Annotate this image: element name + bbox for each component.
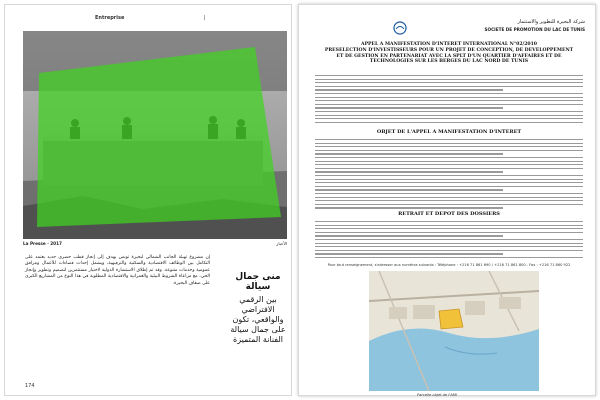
fine-print-line (315, 164, 583, 165)
magazine-name: Entreprise (95, 15, 125, 21)
fine-print-line (315, 146, 583, 147)
page-number: 174 (25, 383, 35, 389)
title-line: TECHNOLOGIES SUR LES BERGES DU LAC NORD DE TUNIS (369, 59, 529, 65)
right-advertisement-page (298, 4, 596, 396)
fine-print-line (315, 246, 583, 247)
fine-print-line (315, 82, 583, 83)
fine-print-line (315, 235, 503, 236)
fine-print-line (315, 75, 583, 76)
sidebar-subtitle: بين الرقمي الافتراضي والواقعي، تكون على جمال سيالة الفنانة المتميزة (230, 295, 286, 344)
announcement-title (315, 42, 583, 65)
left-magazine-page (4, 4, 292, 396)
fine-print-line (315, 93, 583, 94)
section-heading-dossiers: RETRAIT ET DEPOT DES DOSSIERS (398, 211, 500, 217)
page-header (95, 15, 285, 21)
object-text-block (315, 139, 583, 211)
intro-text-block (315, 75, 583, 125)
fine-print-line (315, 104, 583, 105)
fine-print-line (315, 89, 503, 90)
fine-print-line (315, 232, 583, 233)
fine-print-line (315, 179, 583, 180)
fine-print-line (315, 143, 583, 144)
dossiers-text-block (315, 221, 583, 261)
title-line: PRESELECTION D'INVESTISSEURS POUR UN PROJET DE CONCEPTION, DE DEVELOPPEMENT (324, 47, 574, 53)
fine-print-line (315, 168, 583, 169)
fine-print-line (315, 100, 583, 101)
fine-print-line (315, 197, 583, 198)
green-overlay-photo (23, 31, 287, 239)
sidebar-title: منى جمال سيالة (235, 272, 281, 292)
photo-illustration (23, 31, 287, 239)
title-line: APPEL A MANIFESTATION D'INTERET INTERNATIONAL N°02/2010 (361, 42, 537, 47)
article-paragraph: إن مشروع تهيئة الجانب الشمالي لبحيرة تونس يهدف إلى إنجاز قطب حضري جديد يعتمد على التكامل بين الوظائف الاقتصادية والسكنية والترفيهية، ويشمل إحداث فضاءات للأعمال ومرافق عمومية وخدمات متنوعة. وقد تم إطلاق الاستشارة الدولية لاختيار مستثمرين لتصميم وتطوير وإنجاز الحي، مع مراعاة الشروط البيئية والعمرانية والاقتصادية المطلوبة في هذا النوع من المشاريع الكبرى على ضفاف البحيرة. (25, 255, 210, 286)
fine-print-line (315, 193, 583, 194)
fine-print-line (315, 161, 583, 162)
site-map (369, 271, 539, 391)
fine-print-line (315, 239, 583, 240)
caption-credit: الأخبار (276, 241, 287, 246)
map-caption: Parcelle objet de l'AMI (417, 393, 457, 397)
fine-print-line (315, 86, 583, 87)
fine-print-line (315, 243, 583, 244)
fine-print-line (315, 171, 503, 172)
fine-print-line (315, 97, 583, 98)
fine-print-line (315, 107, 503, 108)
sidebar-box (227, 272, 289, 345)
fine-print-line (315, 257, 583, 258)
fine-print-line (315, 200, 583, 201)
splt-logo-icon (393, 21, 407, 35)
fine-print-line (315, 207, 503, 208)
fine-print-line (315, 150, 583, 151)
fine-print-line (315, 157, 583, 158)
fine-print-line (315, 118, 583, 119)
fine-print-line (315, 253, 503, 254)
fine-print-line (315, 228, 583, 229)
fine-print-line (315, 221, 583, 222)
header-separator: | (203, 15, 206, 21)
green-overlay-shape (37, 47, 281, 227)
company-name-arabic: شركة البحيرة للتطوير والاستثمار (517, 19, 585, 25)
fine-print-line (315, 111, 583, 112)
section-heading-object: OBJET DE L'APPEL A MANIFESTATION D'INTERET (376, 129, 522, 135)
fine-print-line (315, 139, 583, 140)
fine-print-line (315, 186, 583, 187)
fine-print-line (315, 250, 583, 251)
fine-print-line (315, 122, 583, 123)
fine-print-line (315, 175, 583, 176)
fine-print-line (315, 115, 583, 116)
fine-print-line (315, 79, 583, 80)
contact-line: Pour tout renseignement, s'adresser aux numéros suivants : Téléphone : +216 71 861 690 / +216 71 861 800 - Fax : +216 71 860 922 (327, 263, 571, 267)
parcel-marker (439, 309, 463, 329)
company-name-french: SOCIETE DE PROMOTION DU LAC DE TUNIS (484, 27, 585, 32)
title-line: ET DE GESTION EN PARTENARIAT AVEC LA SPLT D'UN QUARTIER D'AFFAIRES ET DE (336, 53, 562, 59)
fine-print-line (315, 182, 583, 183)
fine-print-line (315, 204, 583, 205)
fine-print-line (315, 225, 583, 226)
fine-print-line (315, 153, 503, 154)
photo-caption (23, 241, 287, 246)
caption-edition: La Presse · 2017 (23, 241, 62, 246)
fine-print-line (315, 189, 503, 190)
